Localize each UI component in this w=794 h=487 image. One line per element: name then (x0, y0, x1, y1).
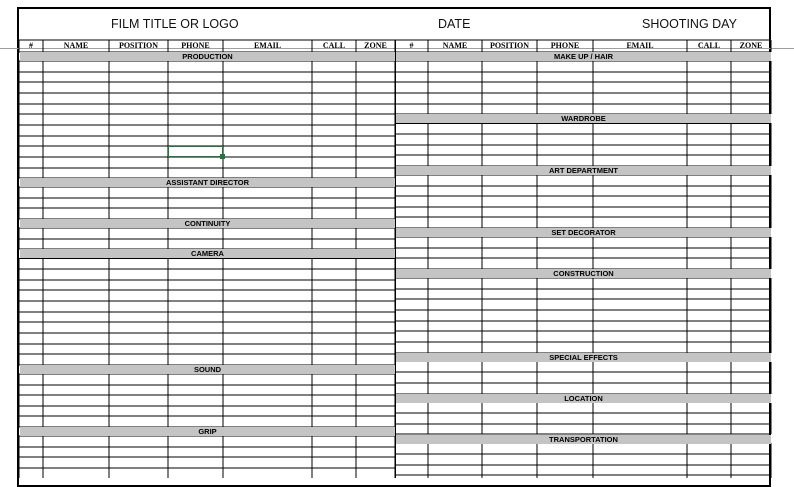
section-header: CONSTRUCTION (396, 269, 771, 278)
section-header: GRIP (20, 427, 395, 436)
column-header: POSITION (489, 41, 530, 50)
section-header: TRANSPORTATION (396, 435, 771, 444)
column-header: NAME (63, 41, 89, 50)
column-header: POSITION (118, 41, 159, 50)
section-header: ART DEPARTMENT (396, 166, 771, 175)
column-header: ZONE (739, 41, 763, 50)
date-label: DATE (438, 17, 471, 31)
column-header: EMAIL (253, 41, 282, 50)
section-header: WARDROBE (396, 114, 771, 123)
column-header: PHONE (550, 41, 580, 50)
section-header: SET DECORATOR (396, 228, 771, 237)
column-header: # (409, 41, 414, 50)
shooting-day-label: SHOOTING DAY (642, 17, 737, 31)
selected-cell[interactable] (168, 146, 223, 157)
column-header: CALL (697, 41, 721, 50)
section-header: LOCATION (396, 394, 771, 403)
column-header: NAME (442, 41, 468, 50)
column-header: EMAIL (626, 41, 654, 50)
column-header: ZONE (364, 41, 387, 50)
section-header: CAMERA (20, 249, 395, 258)
fill-handle[interactable] (220, 154, 225, 159)
section-header: PRODUCTION (20, 52, 395, 61)
column-header: # (29, 41, 33, 50)
column-header: PHONE (181, 41, 210, 50)
section-header: ASSISTANT DIRECTOR (20, 178, 395, 187)
film-title: FILM TITLE OR LOGO (111, 17, 239, 31)
column-header: CALL (322, 41, 346, 50)
section-header: SOUND (20, 365, 395, 374)
section-header: CONTINUITY (20, 219, 395, 228)
section-header: SPECIAL EFFECTS (396, 353, 771, 362)
section-header: MAKE UP / HAIR (396, 52, 771, 61)
